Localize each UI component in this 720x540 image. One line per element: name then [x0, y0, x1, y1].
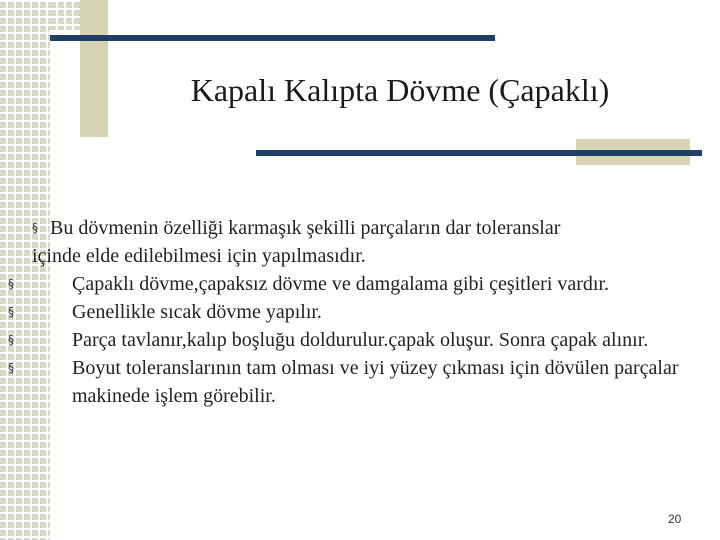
- bullet-item: § Boyut toleranslarının tam olması ve iyi yüzey çıkması için dövülen parçalar makinede işlem görebilir.: [40, 354, 720, 410]
- decorative-tan-bar-vertical: [80, 0, 108, 137]
- page-number: 20: [668, 512, 682, 526]
- bullet-icon: §: [8, 305, 14, 319]
- bullet-list: [8, 214, 720, 410]
- bullet-item: § Çapaklı dövme,çapaksız dövme ve damgalama gibi çeşitleri vardır.: [40, 270, 720, 298]
- decorative-navy-line-top: [50, 35, 495, 41]
- decorative-stripe-top: [50, 0, 80, 30]
- bullet-item-continuation: içinde elde edilebilmesi için yapılmasıdır.: [32, 245, 366, 267]
- slide-title: Kapalı Kalıpta Dövme (Çapaklı): [190, 72, 610, 108]
- bullet-icon: §: [8, 277, 14, 291]
- bullet-item: § Bu dövmenin özelliği karmaşık şekilli parçaların dar toleranslar: [32, 214, 720, 242]
- bullet-icon: §: [32, 221, 38, 235]
- decorative-navy-line-bottom: [256, 150, 702, 156]
- bullet-icon: §: [8, 333, 14, 347]
- bullet-item: § Parça tavlanır,kalıp boşluğu doldurulur.çapak oluşur. Sonra çapak alınır.: [40, 326, 720, 354]
- bullet-item: § Genellikle sıcak dövme yapılır.: [40, 298, 720, 326]
- bullet-icon: §: [8, 361, 14, 375]
